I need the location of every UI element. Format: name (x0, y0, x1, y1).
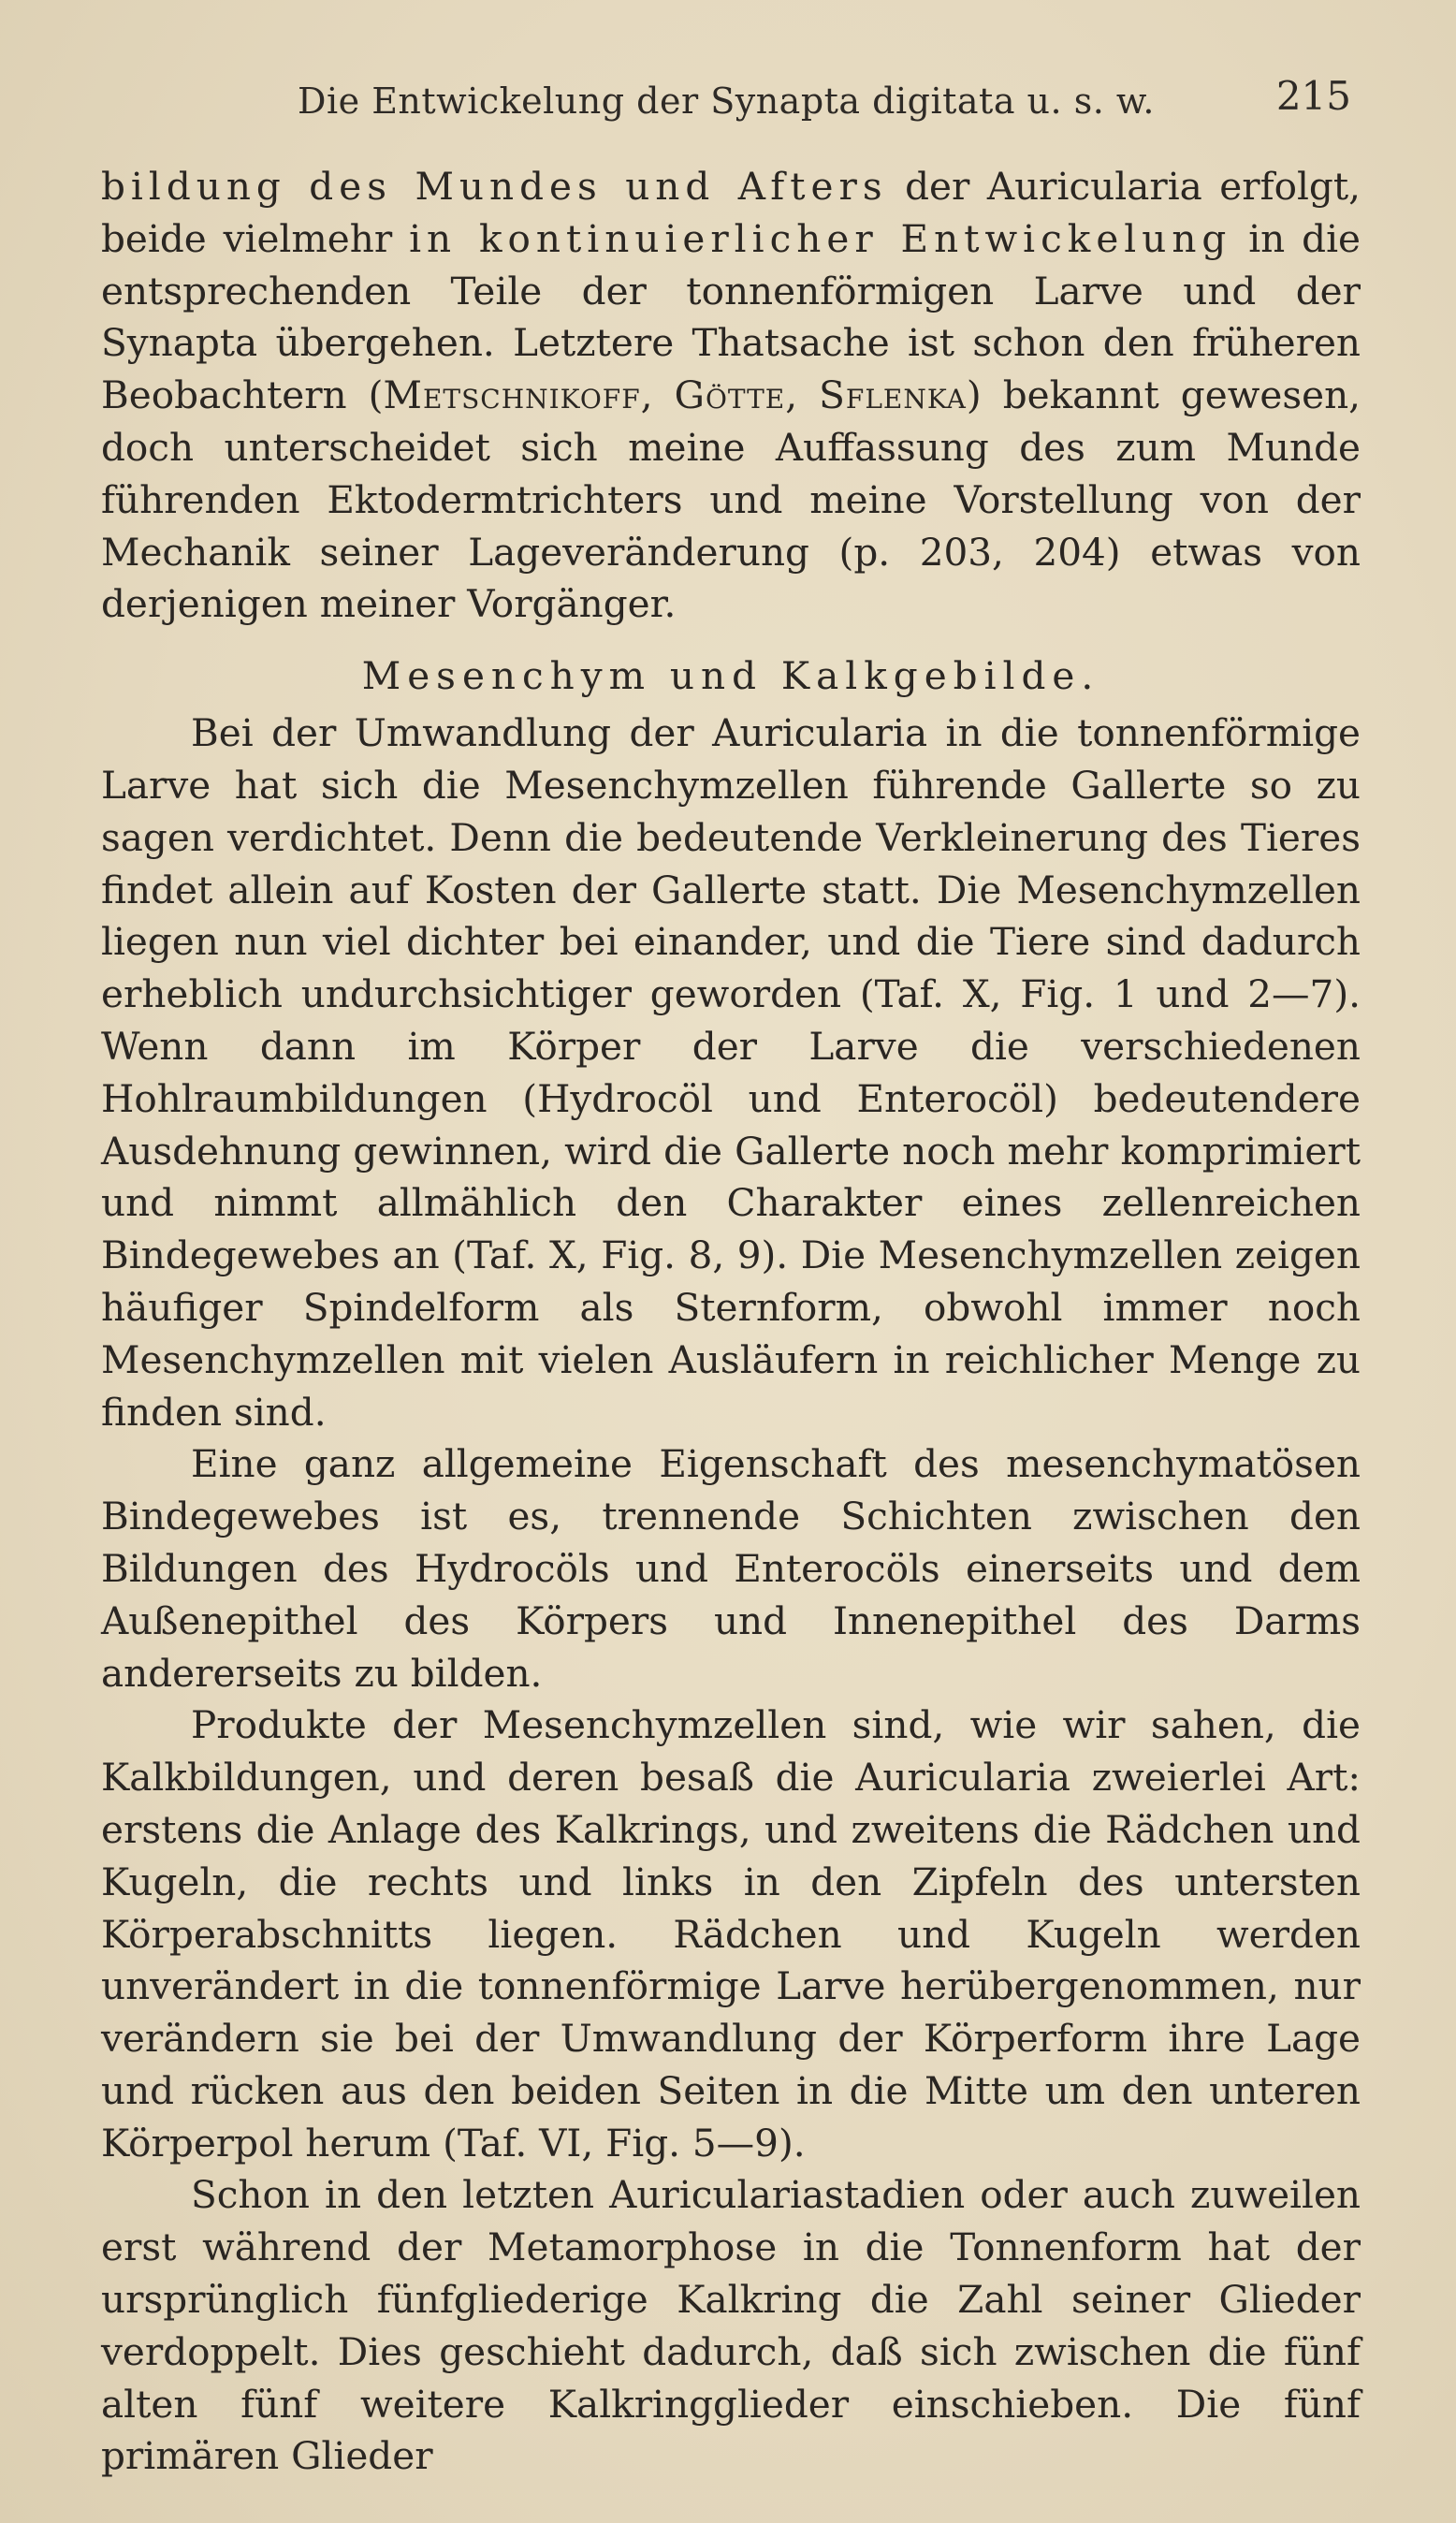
body-text (101, 161, 1361, 2483)
section-heading: Mesenchym und Kalkgebilde. (361, 653, 1100, 699)
author-name: Sflenka (819, 372, 967, 418)
emphasis-spaced: in kontinuierlicher Entwickelung (409, 215, 1232, 261)
paragraph: Bei der Umwandlung der Auricularia in die tonnenförmige Larve hat sich die Mesenchymzellen führende Gallerte so zu sagen verdichtet. Denn die bedeutende Verkleinerung des Tieres findet allein auf Kosten der Gallerte statt. Die Mesenchymzellen liegen nun viel dichter bei einander, und die Tiere sind dadurch erheblich undurchsichtiger geworden (Taf. X, Fig. 1 und 2—7). Wenn dann im Körper der Larve die verschiedenen Hohlraumbildungen (Hydrocöl und Enterocöl) bedeutendere Ausdehnung gewinnen, wird die Gallerte noch mehr komprimiert und nimmt allmählich den Charakter eines zellenreichen Bindegewebes an (Taf. X, Fig. 8, 9). Die Mesenchymzellen zeigen häufiger Spindelform als Sternform, obwohl immer noch Mesenchymzellen mit vielen Ausläufern in reichlicher Menge zu finden sind. (101, 710, 1361, 1435)
paragraph: Eine ganz allgemeine Eigenschaft des mesenchymatösen Bindegewebes ist es, trennende Schichten zwischen den Bildungen des Hydrocöls und Enterocöls einerseits und dem Außenepithel des Körpers und Innenepithel des Darms andererseits zu bilden. (101, 1441, 1361, 1696)
paragraph: Produkte der Mesenchymzellen sind, wie wir sahen, die Kalkbildungen, und deren besaß die Auricularia zweierlei Art: erstens die Anlage des Kalkrings, und zweitens die Rädchen und Kugeln, die rechts und links in den Zipfeln des untersten Körperabschnitts liegen. Rädchen und Kugeln werden unverändert in die tonnenförmige Larve herübergenommen, nur verändern sie bei der Umwandlung der Körperform ihre Lage und rücken aus den beiden Seiten in die Mitte um den unteren Körperpol herum (Taf. VI, Fig. 5—9). (101, 1702, 1361, 2166)
emphasis-spaced: bildung des Mundes und Afters (101, 164, 888, 209)
separator: , (785, 372, 820, 418)
author-name: Götte (674, 372, 786, 418)
text-run: ) bekannt gewesen, doch unterscheidet sich meine Auffassung des zum Munde führenden Ektodermtrichters und meine Vorstellung von der Mechanik seiner Lageveränderung (p. 203, 204) etwas von derjenigen meiner Vorgänger. (101, 372, 1361, 627)
author-name: Metschnikoff (383, 372, 641, 418)
page-number: 215 (1275, 73, 1351, 119)
paragraph: Schon in den letzten Auriculariastadien oder auch zuweilen erst während der Metamorphose in die Tonnenform hat der ursprünglich fünfgliederige Kalkring die Zahl seiner Glieder verdoppelt. Dies geschieht dadurch, daß sich zwischen die fünf alten fünf weitere Kalkringglieder einschieben. Die fünf primären Glieder (101, 2172, 1361, 2479)
running-header (298, 73, 1351, 129)
text-run: der Auricularia erfolgt, beide vielmehr (101, 164, 1361, 261)
running-title: Die Entwickelung der Synapta digitata u. s. w. (298, 80, 1155, 122)
text-run: in die entsprechenden Teile der tonnenförmigen Larve und der Synapta übergehen. Letztere Thatsache ist schon den früheren Beobachtern ( (101, 215, 1361, 418)
intro-paragraph (101, 161, 1361, 631)
separator: , (640, 372, 675, 418)
